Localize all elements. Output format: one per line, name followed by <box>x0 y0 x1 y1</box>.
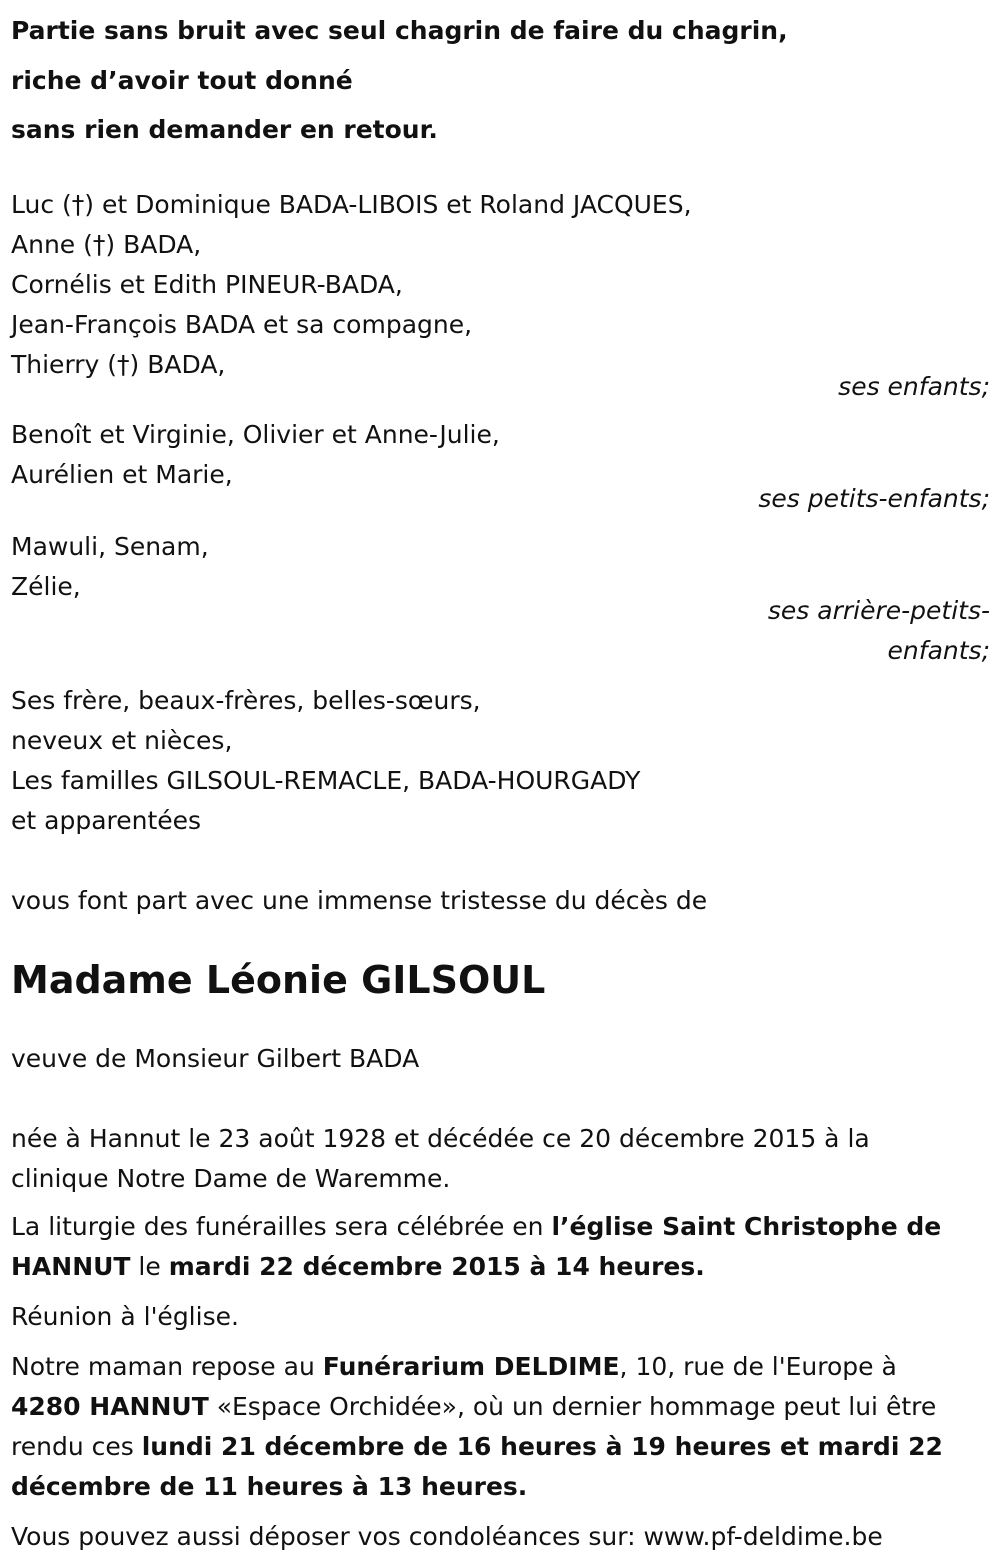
reunion: Réunion à l'église. <box>11 1301 239 1331</box>
family-line: et apparentées <box>11 805 202 835</box>
great-grandchild-line: Mawuli, Senam, <box>11 531 209 561</box>
intro-line-2: riche d’avoir tout donné <box>11 65 353 95</box>
child-line: Thierry (†) BADA, <box>11 349 226 379</box>
widow-of: veuve de Monsieur Gilbert BADA <box>11 1043 420 1073</box>
funeral-home-text-3: «Espace Orchidée», où un dernier hommage peut lui être <box>208 1391 937 1421</box>
funeral-home-text-4: rendu ces <box>11 1431 142 1461</box>
grandchild-line: Benoît et Virginie, Olivier et Anne-Julie, <box>11 419 500 449</box>
family-line: Les familles GILSOUL-REMACLE, BADA-HOURGADY <box>11 765 641 795</box>
liturgy-paragraph <box>11 1207 990 1287</box>
funeral-datetime: mardi 22 décembre 2015 à 14 heures. <box>168 1251 705 1281</box>
family-line: Ses frère, beaux-frères, belles-sœurs, <box>11 685 481 715</box>
intro-line-1: Partie sans bruit avec seul chagrin de faire du chagrin, <box>11 16 788 45</box>
family-line: neveux et nièces, <box>11 725 233 755</box>
children-group <box>11 185 990 407</box>
intro-line-3: sans rien demander en retour. <box>11 115 438 144</box>
birth-death-line-1: née à Hannut le 23 août 1928 et décédée ce 20 décembre 2015 à la <box>11 1123 870 1153</box>
child-line: Cornélis et Edith PINEUR-BADA, <box>11 269 403 299</box>
child-line: Luc (†) et Dominique BADA-LIBOIS et Roland JACQUES, <box>11 189 692 219</box>
funeral-home-address: , 10, rue de l'Europe à <box>619 1351 897 1381</box>
great-grandchildren-role-1: ses arrière-petits- <box>767 595 990 625</box>
funeral-home-city: 4280 HANNUT <box>11 1391 209 1421</box>
child-line: Jean-François BADA et sa compagne, <box>11 309 473 339</box>
church-name: l’église Saint Christophe de <box>551 1211 942 1241</box>
liturgy-text-2: le <box>130 1251 169 1281</box>
deceased-name: Madame Léonie GILSOUL <box>11 957 546 1002</box>
church-city: HANNUT <box>11 1251 131 1281</box>
funeral-home-text-1: Notre maman repose au <box>11 1351 323 1381</box>
funeral-home-name: Funérarium DELDIME <box>322 1351 620 1381</box>
great-grandchildren-group <box>11 527 990 671</box>
birth-death-paragraph <box>11 1119 990 1199</box>
family-group <box>11 681 990 841</box>
grandchildren-group <box>11 415 990 519</box>
visitation-times-2: décembre de 11 heures à 13 heures. <box>11 1471 528 1501</box>
visitation-times-1: lundi 21 décembre de 16 heures à 19 heures et mardi 22 <box>141 1431 943 1461</box>
children-role: ses enfants; <box>838 371 990 401</box>
condolences: Vous pouvez aussi déposer vos condoléances sur: www.pf-deldime.be <box>11 1521 883 1551</box>
child-line: Anne (†) BADA, <box>11 229 202 259</box>
obituary-page <box>0 6 1000 1561</box>
great-grandchild-line: Zélie, <box>11 571 81 601</box>
birth-death-line-2: clinique Notre Dame de Waremme. <box>11 1163 451 1193</box>
liturgy-text-1: La liturgie des funérailles sera célébrée en <box>11 1211 552 1241</box>
intro-verse <box>11 6 990 155</box>
grandchildren-role: ses petits-enfants; <box>758 483 990 513</box>
great-grandchildren-role-2: enfants; <box>887 635 990 665</box>
funeral-home-paragraph <box>11 1347 990 1507</box>
grandchild-line: Aurélien et Marie, <box>11 459 233 489</box>
announcement: vous font part avec une immense tristesse du décès de <box>11 885 708 915</box>
